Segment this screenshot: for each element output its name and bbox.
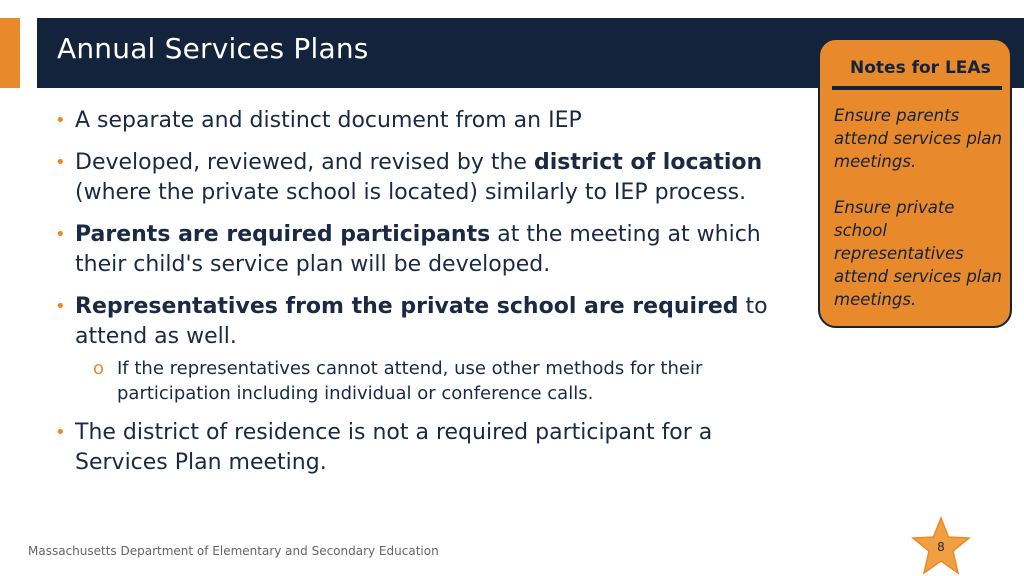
bullet-item [55, 148, 775, 208]
bullet-item [55, 220, 775, 280]
bullet-bold-text: Parents are required participants [75, 222, 491, 247]
bullet-item [55, 292, 775, 352]
notes-paragraph: Ensure parents attend services plan meetings. [834, 106, 1002, 171]
sub-bullet-icon: o [93, 358, 105, 379]
notes-paragraph: Ensure private school representatives attend services plan meetings. [834, 198, 1002, 309]
notes-body [834, 104, 1010, 334]
bullet-bold-text: district of location [533, 150, 763, 175]
slide-title: Annual Services Plans [57, 32, 369, 65]
page-number: 8 [937, 540, 945, 554]
bullet-icon: • [55, 224, 66, 245]
bullet-text: (where the private school is located) similarly to IEP process. [75, 180, 747, 205]
notes-header: Notes for LEAs [850, 58, 991, 78]
bullet-text: to attend as well. [75, 294, 768, 349]
bullet-bold-text: Representatives from the private school are required [75, 294, 739, 319]
footer-text: Massachusetts Department of Elementary and Secondary Education [28, 544, 439, 558]
bullet-icon: • [55, 110, 66, 131]
sub-bullet-item [55, 356, 775, 406]
notes-callout [818, 38, 1012, 328]
notes-divider [832, 86, 1002, 90]
bullet-item [55, 106, 775, 136]
bullet-item [55, 418, 775, 478]
bullet-icon: • [55, 152, 66, 173]
sub-bullet-text: If the representatives cannot attend, use other methods for their participation including individual or conference calls. [117, 358, 703, 404]
bullet-icon: • [55, 296, 66, 317]
bullet-text: Developed, reviewed, and revised by the [75, 150, 534, 175]
accent-bar [0, 18, 20, 88]
bullet-list [55, 106, 775, 490]
bullet-text: A separate and distinct document from an IEP [75, 108, 582, 133]
bullet-text: at the meeting at which their child's service plan will be developed. [75, 222, 761, 277]
bullet-icon: • [55, 422, 66, 443]
bullet-text: The district of residence is not a required participant for a Services Plan meeting. [75, 420, 713, 475]
